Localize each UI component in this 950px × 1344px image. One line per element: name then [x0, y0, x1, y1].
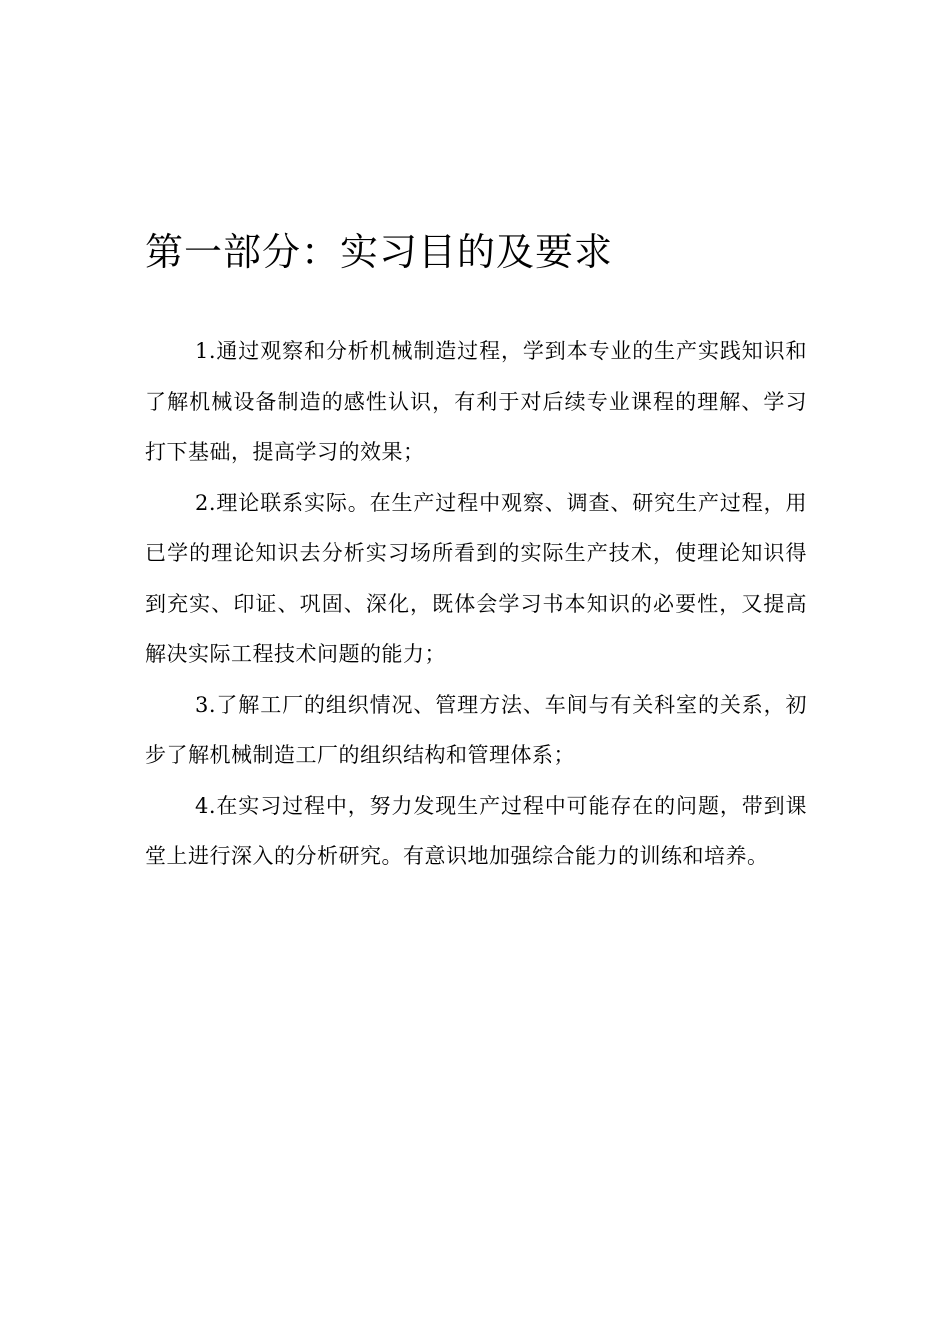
section-heading: 第一部分：实习目的及要求	[145, 230, 614, 274]
paragraph-2: 2.理论联系实际。在生产过程中观察、调查、研究生产过程，用已学的理论知识去分析实习场所看到的实际生产技术，使理论知识得到充实、印证、巩固、深化，既体会学习书本知识的必要性，又提高解决实际工程技术问题的能力；	[145, 490, 807, 666]
paragraph-1: 1.通过观察和分析机械制造过程，学到本专业的生产实践知识和了解机械设备制造的感性认识，有利于对后续专业课程的理解、学习打下基础，提高学习的效果；	[145, 339, 807, 464]
paragraph-4: 4.在实习过程中，努力发现生产过程中可能存在的问题，带到课堂上进行深入的分析研究。有意识地加强综合能力的训练和培养。	[145, 793, 807, 868]
document-body	[145, 326, 807, 882]
paragraph-3: 3.了解工厂的组织情况、管理方法、车间与有关科室的关系，初步了解机械制造工厂的组织结构和管理体系；	[145, 692, 807, 767]
